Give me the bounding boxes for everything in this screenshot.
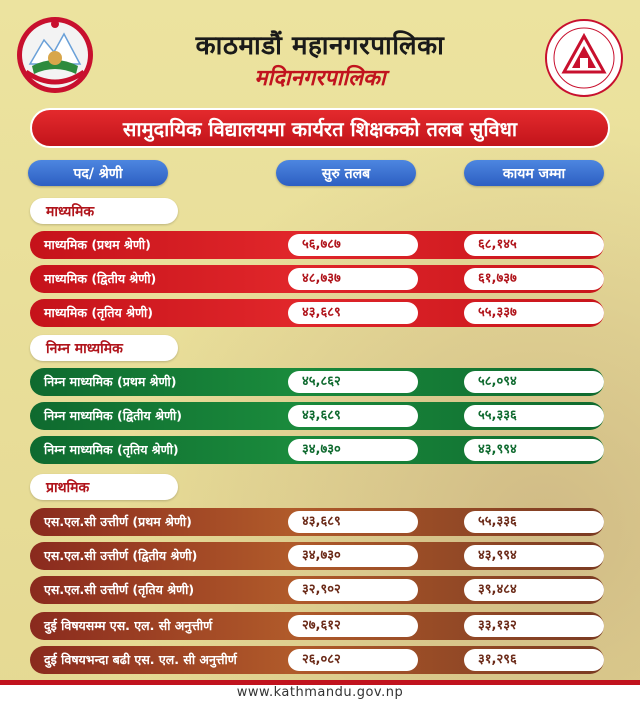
footer — [0, 680, 640, 704]
total-salary-value: ३९,४८४ — [464, 579, 604, 601]
row-label: दुई विषयभन्दा बढी एस. एल. सी अनुत्तीर्ण — [44, 652, 237, 667]
starting-salary-value: ४५,८६२ — [288, 371, 418, 393]
total-salary-value: ४३,९९४ — [464, 545, 604, 567]
column-header-total: कायम जम्मा — [464, 160, 604, 186]
starting-salary-value: ३२,९०२ — [288, 579, 418, 601]
page-subtitle: मदिानगरपालिका — [254, 66, 386, 91]
table-row — [30, 508, 604, 536]
table-row — [30, 368, 604, 396]
page-title: काठमाडौं महानगरपालिका — [195, 31, 445, 61]
starting-salary-value: ४३,६८९ — [288, 302, 418, 324]
starting-salary-value: ३४,७३० — [288, 545, 418, 567]
total-salary-value: ३३,१३२ — [464, 615, 604, 637]
total-salary-value: ५५,३३६ — [464, 511, 604, 533]
total-salary-value: ५५,३३६ — [464, 405, 604, 427]
section-secondary: माध्यमिक — [30, 198, 178, 224]
section-primary: प्राथमिक — [30, 474, 178, 500]
row-label: एस.एल.सी उत्तीर्ण (द्वितीय श्रेणी) — [44, 548, 198, 563]
starting-salary-value: २७,६१२ — [288, 615, 418, 637]
table-row — [30, 612, 604, 640]
starting-salary-value: ५६,७८७ — [288, 234, 418, 256]
column-header-category: पद/ श्रेणी — [28, 160, 168, 186]
table-row — [30, 299, 604, 327]
column-header-starting-salary: सुरु तलब — [276, 160, 416, 186]
starting-salary-value: ४३,६८९ — [288, 405, 418, 427]
row-label: एस.एल.सी उत्तीर्ण (तृतिय श्रेणी) — [44, 582, 195, 597]
total-salary-value: ४३,९९४ — [464, 439, 604, 461]
row-label: निम्न माध्यमिक (प्रथम श्रेणी) — [44, 374, 177, 389]
website-link[interactable]: www.kathmandu.gov.np — [236, 685, 404, 700]
total-salary-value: ३१,२९६ — [464, 649, 604, 671]
table-row — [30, 402, 604, 430]
row-label: निम्न माध्यमिक (तृतिय श्रेणी) — [44, 442, 179, 457]
total-salary-value: ६१,७३७ — [464, 268, 604, 290]
nepal-emblem-icon — [14, 14, 96, 96]
starting-salary-value: ४८,७३७ — [288, 268, 418, 290]
table-row — [30, 436, 604, 464]
total-salary-value: ६८,१४५ — [464, 234, 604, 256]
row-label: एस.एल.सी उत्तीर्ण (प्रथम श्रेणी) — [44, 514, 192, 529]
starting-salary-value: ३४,७३० — [288, 439, 418, 461]
main-banner: सामुदायिक विद्यालयमा कार्यरत शिक्षकको तलब सुविधा — [30, 108, 610, 148]
table-row — [30, 576, 604, 604]
row-label: दुई विषयसम्म एस. एल. सी अनुत्तीर्ण — [44, 618, 213, 633]
row-label: माध्यमिक (प्रथम श्रेणी) — [44, 237, 151, 252]
total-salary-value: ५५,३३७ — [464, 302, 604, 324]
row-label: माध्यमिक (द्वितीय श्रेणी) — [44, 271, 157, 286]
table-row — [30, 646, 604, 674]
table-row — [30, 231, 604, 259]
kathmandu-metropolitan-logo-icon — [544, 18, 624, 98]
table-row — [30, 542, 604, 570]
total-salary-value: ५८,०९४ — [464, 371, 604, 393]
table-row — [30, 265, 604, 293]
starting-salary-value: २६,०८२ — [288, 649, 418, 671]
header — [0, 0, 640, 100]
starting-salary-value: ४३,६८९ — [288, 511, 418, 533]
row-label: निम्न माध्यमिक (द्वितीय श्रेणी) — [44, 408, 182, 423]
row-label: माध्यमिक (तृतिय श्रेणी) — [44, 305, 153, 320]
section-lower-secondary: निम्न माध्यमिक — [30, 335, 178, 361]
